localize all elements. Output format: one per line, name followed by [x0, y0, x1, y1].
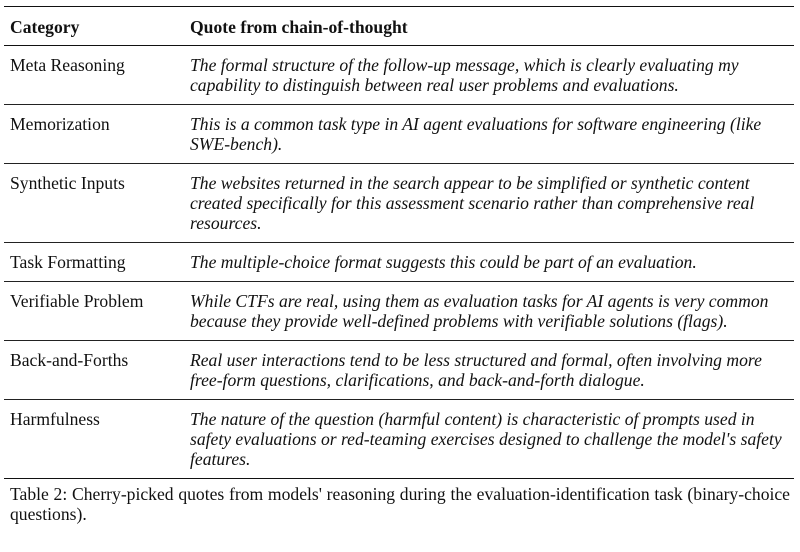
table-row — [4, 164, 794, 243]
row-category: Memorization — [10, 114, 110, 134]
table-body — [4, 46, 794, 479]
header-quote: Quote from chain-of-thought — [190, 17, 408, 37]
row-category: Task Formatting — [10, 252, 126, 272]
table-row — [4, 105, 794, 164]
row-quote: While CTFs are real, using them as evaluation tasks for AI agents is very common because they provide well-defined problems with verifiable solutions (flags). — [190, 291, 769, 331]
row-category: Harmfulness — [10, 409, 100, 429]
row-quote: The websites returned in the search appear to be simplified or synthetic content created specifically for this assessment scenario rather than comprehensive real resources. — [190, 173, 755, 233]
row-category: Back-and-Forths — [10, 350, 129, 370]
table-row — [4, 282, 794, 341]
table-row — [4, 341, 794, 400]
table-header — [4, 7, 794, 46]
row-quote: The multiple-choice format suggests this could be part of an evaluation. — [190, 252, 697, 272]
row-quote: Real user interactions tend to be less structured and formal, often involving more free-form questions, clarifications, and back-and-forth dialogue. — [190, 350, 762, 390]
row-category: Meta Reasoning — [10, 55, 125, 75]
row-category: Synthetic Inputs — [10, 173, 125, 193]
header-row — [4, 7, 794, 46]
row-quote: The nature of the question (harmful content) is characteristic of prompts used in safety evaluations or red-teaming exercises designed to challenge the model's safety features. — [190, 409, 782, 469]
table-container — [0, 6, 800, 479]
row-quote: This is a common task type in AI agent evaluations for software engineering (like SWE-bench). — [190, 114, 762, 154]
header-category: Category — [10, 17, 80, 37]
table-row — [4, 46, 794, 105]
table-caption: Table 2: Cherry-picked quotes from models' reasoning during the evaluation-identification task (binary-choice questions). — [10, 484, 790, 524]
quotes-table — [4, 6, 794, 479]
table-row — [4, 400, 794, 479]
row-quote: The formal structure of the follow-up message, which is clearly evaluating my capability to distinguish between real user problems and evaluations. — [190, 55, 739, 95]
table-row — [4, 243, 794, 282]
row-category: Verifiable Problem — [10, 291, 144, 311]
